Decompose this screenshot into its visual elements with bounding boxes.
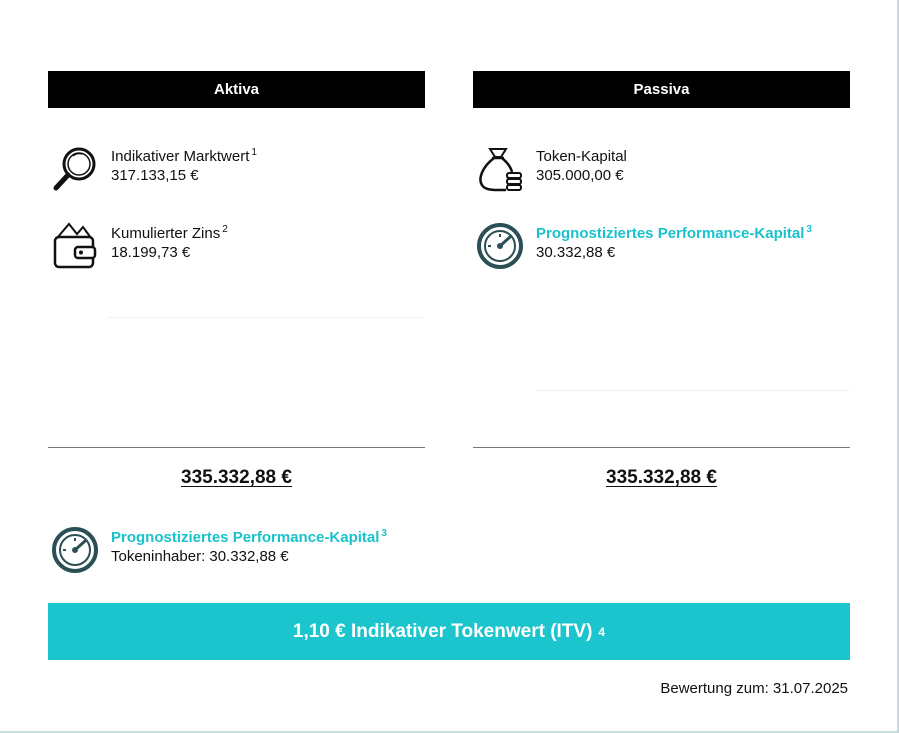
money-bag-icon bbox=[476, 143, 524, 195]
aktiva-header: Aktiva bbox=[48, 71, 425, 108]
item-label: Prognostiziertes Performance-Kapital $^3$ bbox=[536, 224, 812, 242]
passiva-item-token-kapital bbox=[473, 143, 850, 199]
speedometer-icon bbox=[51, 524, 99, 576]
item-label: Token-Kapital bbox=[536, 148, 627, 165]
item-value: 30.332,88 € bbox=[536, 244, 616, 261]
banner-text: 1,10 € Indikativer Tokenwert (ITV) bbox=[292, 620, 593, 642]
passiva-column bbox=[473, 71, 850, 511]
item-label: Prognostiziertes Performance-Kapital $^3$ bbox=[111, 528, 387, 546]
aktiva-total: 335.332,88 € bbox=[181, 467, 292, 488]
divider bbox=[535, 390, 850, 391]
valuation-date: Bewertung zum: 31.07.2025 bbox=[660, 680, 848, 697]
aktiva-item-marktwert bbox=[48, 143, 425, 199]
speedometer-icon bbox=[476, 220, 524, 272]
total-divider bbox=[48, 447, 425, 448]
passiva-header: Passiva bbox=[473, 71, 850, 108]
wallet-icon bbox=[51, 220, 99, 272]
item-value: 18.199,73 € bbox=[111, 244, 191, 261]
item-value: 305.000,00 € bbox=[536, 167, 624, 184]
itv-banner: 1,10 € Indikativer Tokenwert (ITV) 4 bbox=[48, 603, 850, 660]
tokeninhaber-performance-kapital bbox=[48, 524, 448, 576]
item-value: 317.133,15 € bbox=[111, 167, 199, 184]
magnifier-icon bbox=[51, 143, 99, 195]
aktiva-column bbox=[48, 71, 425, 511]
passiva-total: 335.332,88 € bbox=[606, 467, 717, 488]
divider bbox=[108, 317, 425, 318]
item-value: Tokeninhaber: 30.332,88 € bbox=[111, 548, 289, 565]
total-divider bbox=[473, 447, 850, 448]
item-label: Kumulierter Zins $^2$ bbox=[111, 224, 228, 242]
item-label: Indikativer Marktwert $^1$ bbox=[111, 147, 257, 165]
passiva-item-performance-kapital bbox=[473, 220, 850, 276]
aktiva-item-zins bbox=[48, 220, 425, 276]
